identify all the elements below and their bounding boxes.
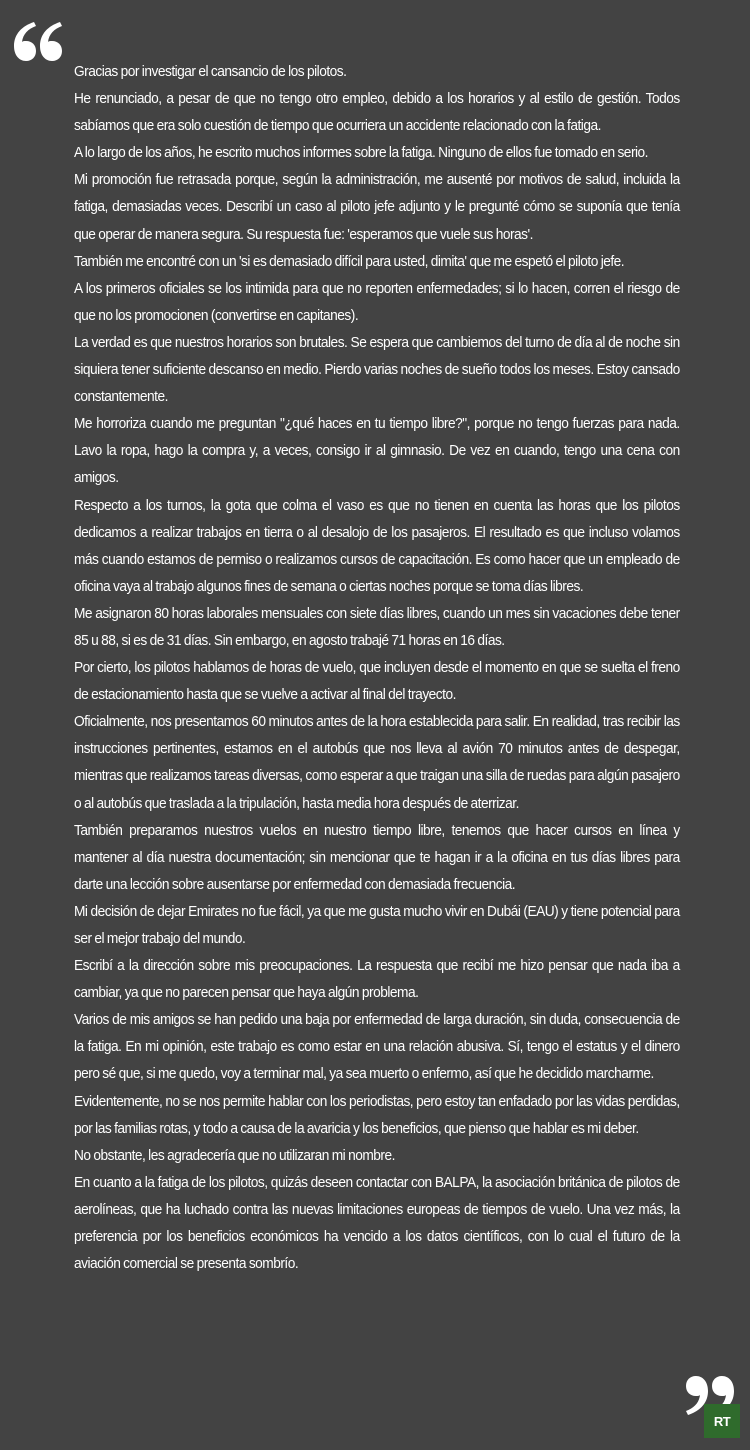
letter-paragraph: Escribí a la dirección sobre mis preocupaciones. La respuesta que recibí me hizo pensar que nada iba a cambiar, ya que no parecen pensar que haya algún problema. <box>74 957 680 1002</box>
letter-paragraph: Oficialmente, nos presentamos 60 minutos antes de la hora establecida para salir. En realidad, tras recibir las instrucciones pertinentes, estamos en el autobús que nos lleva al avión 70 minutos antes de despegar, mientras que realizamos tareas diversas, como esperar a que traigan una silla de ruedas para algún pasajero o al autobús que traslada a la tripulación, hasta media hora después de aterrizar. <box>74 713 680 812</box>
letter-paragraph: Me horroriza cuando me preguntan "¿qué haces en tu tiempo libre?", porque no tengo fuerzas para nada. Lavo la ropa, hago la compra y, a veces, consigo ir al gimnasio. De vez en cuando, tengo una cena con amigos. <box>74 415 680 487</box>
letter-paragraph: También me encontré con un 'si es demasiado difícil para usted, dimita' que me espetó el piloto jefe. <box>74 252 625 270</box>
letter-paragraph: A los primeros oficiales se los intimida para que no reporten enfermedades; si lo hacen, corren el riesgo de que no los promocionen (convertirse en capitanes). <box>74 279 680 324</box>
letter-paragraph: Por cierto, los pilotos hablamos de horas de vuelo, que incluyen desde el momento en que se suelta el freno de estacionamiento hasta que se vuelve a activar al final del trayecto. <box>74 659 680 704</box>
letter-paragraph: Me asignaron 80 horas laborales mensuales con siete días libres, cuando un mes sin vacaciones debe tener 85 u 88, si es de 31 días. Sin embargo, en agosto trabajé 71 horas en 16 días. <box>74 604 680 649</box>
letter-paragraph: A lo largo de los años, he escrito muchos informes sobre la fatiga. Ninguno de ellos fue tomado en serio. <box>74 144 649 162</box>
letter-paragraph: Respecto a los turnos, la gota que colma el vaso es que no tienen en cuenta las horas que los pilotos dedicamos a realizar trabajos en tierra o al desalojo de los pasajeros. El resultado es que incluso volamos más cuando estamos de permiso o realizamos cursos de capacitación. Es como hacer que un empleado de oficina vaya al trabajo algunos fines de semana o ciertas noches porque se toma días libres. <box>74 496 680 595</box>
letter-paragraph: Gracias por investigar el cansancio de los pilotos. <box>74 63 347 80</box>
letter-paragraph: También preparamos nuestros vuelos en nuestro tiempo libre, tenemos que hacer cursos en línea y mantener al día nuestra documentación; sin mencionar que te hagan ir a la oficina en tus días libres para darte una lección sobre ausentarse por enfermedad con demasiada frecuencia. <box>74 821 680 893</box>
letter-paragraph: Mi promoción fue retrasada porque, según la administración, me ausenté por motivos de salud, incluida la fatiga, demasiadas veces. Describí un caso al piloto jefe adjunto y le pregunté cómo se suponía que tenía que operar de manera segura. Su respuesta fue: 'esperamos que vuele sus horas'. <box>74 171 680 243</box>
rt-logo-text: RT <box>713 1413 731 1429</box>
letter-body <box>74 58 680 1277</box>
letter-paragraph: Evidentemente, no se nos permite hablar con los periodistas, pero estoy tan enfadado por las vidas perdidas, por las familias rotas, y todo a causa de la avaricia y los beneficios, que pienso que hablar es mi deber. <box>74 1092 680 1137</box>
rt-logo <box>704 1404 740 1438</box>
letter-paragraph: La verdad es que nuestros horarios son brutales. Se espera que cambiemos del turno de día al de noche sin siquiera tener suficiente descanso en medio. Pierdo varias noches de sueño todos los meses. Estoy cansado constantemente. <box>74 333 680 406</box>
letter-paragraph: No obstante, les agradecería que no utilizaran mi nombre. <box>74 1146 395 1164</box>
open-quote-icon <box>12 20 64 64</box>
letter-paragraph: En cuanto a la fatiga de los pilotos, quizás deseen contactar con BALPA, la asociación británica de pilotos de aerolíneas, que ha luchado contra las nuevas limitaciones europeas de tiempos de vuelo. Una vez más, la preferencia por los beneficios económicos ha vencido a los datos científicos, con lo cual el futuro de la aviación comercial se presenta sombrío. <box>74 1173 680 1273</box>
letter-paragraph: He renunciado, a pesar de que no tengo otro empleo, debido a los horarios y al estilo de gestión. Todos sabíamos que era solo cuestión de tiempo que ocurriera un accidente relacionado con la fatiga. <box>74 90 680 135</box>
letter-paragraph: Mi decisión de dejar Emirates no fue fácil, ya que me gusta mucho vivir en Dubái (EAU) y tiene potencial para ser el mejor trabajo del mundo. <box>74 902 680 947</box>
letter-paragraph: Varios de mis amigos se han pedido una baja por enfermedad de larga duración, sin duda, consecuencia de la fatiga. En mi opinión, este trabajo es como estar en una relación abusiva. Sí, tengo el estatus y el dinero pero sé que, si me quedo, voy a terminar mal, ya sea muerto o enfermo, así que he decidido marcharme. <box>74 1011 680 1083</box>
